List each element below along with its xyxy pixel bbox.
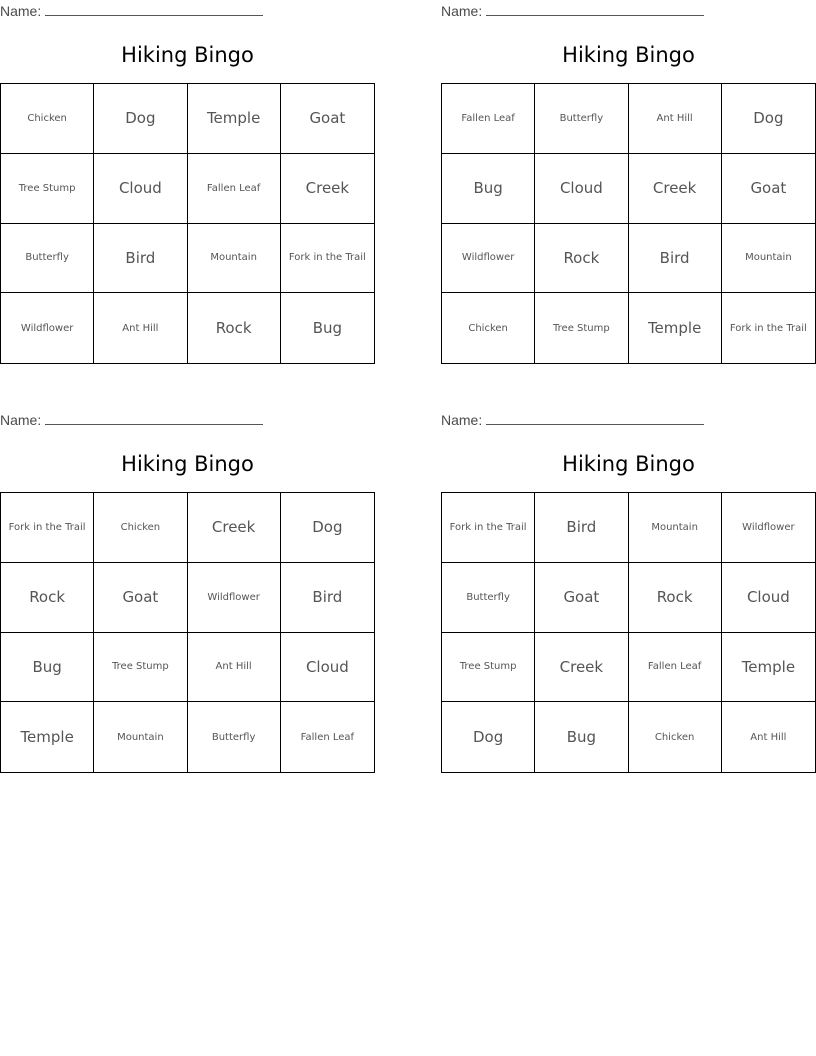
bingo-cell: Goat: [281, 84, 374, 154]
bingo-cell: Butterfly: [442, 563, 535, 633]
bingo-cell: Bug: [442, 154, 535, 224]
bingo-cell: Butterfly: [1, 224, 94, 294]
bingo-cell: Fork in the Trail: [442, 493, 535, 563]
bingo-grid: [0, 83, 375, 364]
bingo-cell: Butterfly: [188, 702, 281, 772]
name-line: [0, 2, 263, 20]
bingo-grid: [441, 83, 816, 364]
bingo-cell: Mountain: [188, 224, 281, 294]
bingo-cell: Dog: [281, 493, 374, 563]
bingo-cell: Dog: [442, 702, 535, 772]
bingo-cell: Creek: [535, 633, 628, 703]
bingo-cell: Chicken: [442, 293, 535, 363]
bingo-cell: Temple: [722, 633, 815, 703]
bingo-cell: Ant Hill: [188, 633, 281, 703]
bingo-cell: Fallen Leaf: [629, 633, 722, 703]
name-blank: [45, 2, 263, 16]
bingo-cell: Fallen Leaf: [442, 84, 535, 154]
bingo-cell: Rock: [1, 563, 94, 633]
bingo-cell: Tree Stump: [442, 633, 535, 703]
bingo-card: [441, 409, 816, 773]
bingo-cell: Wildflower: [722, 493, 815, 563]
bingo-card: [0, 409, 375, 773]
name-blank: [486, 411, 704, 425]
bingo-cell: Bug: [312, 319, 343, 338]
bingo-cell: Chicken: [629, 702, 722, 772]
bingo-cell: Wildflower: [188, 563, 281, 633]
bingo-grid: [441, 492, 816, 773]
bingo-cell: Fork in the Trail: [1, 493, 94, 563]
bingo-cell: Bird: [535, 493, 628, 563]
name-blank: [45, 411, 263, 425]
bingo-cell: Bird: [629, 224, 722, 294]
card-title: Hiking Bingo: [562, 43, 695, 67]
bingo-cell: Ant Hill: [750, 731, 787, 743]
bingo-cell: Temple: [1, 702, 94, 772]
bingo-cell: Rock: [535, 224, 628, 294]
bingo-cell: Cloud: [535, 154, 628, 224]
bingo-cell: Mountain: [722, 224, 815, 294]
bingo-cell: Ant Hill: [94, 293, 187, 363]
bingo-cell: Goat: [535, 563, 628, 633]
name-line: [0, 411, 263, 429]
name-blank: [486, 2, 704, 16]
bingo-cell: Fork in the Trail: [281, 224, 374, 294]
bingo-cell: Fallen Leaf: [300, 731, 355, 743]
bingo-cell: Creek: [188, 493, 281, 563]
bingo-cell: Bird: [94, 224, 187, 294]
bingo-cell: Butterfly: [535, 84, 628, 154]
name-label: Name:: [441, 3, 483, 19]
bingo-cell: Cloud: [722, 563, 815, 633]
bingo-cell: Cloud: [281, 633, 374, 703]
bingo-cell: Ant Hill: [629, 84, 722, 154]
name-line: [441, 2, 704, 20]
bingo-cell: Wildflower: [442, 224, 535, 294]
card-title: Hiking Bingo: [562, 452, 695, 476]
bingo-grid: [0, 492, 375, 773]
bingo-cell: Tree Stump: [1, 154, 94, 224]
bingo-card: [441, 0, 816, 364]
name-label: Name:: [0, 412, 42, 428]
bingo-cell: Dog: [722, 84, 815, 154]
bingo-cell: Chicken: [1, 84, 94, 154]
bingo-cell: Mountain: [94, 702, 187, 772]
bingo-cell: Temple: [188, 84, 281, 154]
bingo-cell: Tree Stump: [535, 293, 628, 363]
bingo-cell: Wildflower: [1, 293, 94, 363]
bingo-cell: Chicken: [94, 493, 187, 563]
bingo-card: [0, 0, 375, 364]
bingo-cell: Goat: [722, 154, 815, 224]
card-title: Hiking Bingo: [121, 43, 254, 67]
bingo-cell: Dog: [94, 84, 187, 154]
bingo-cell: Goat: [94, 563, 187, 633]
bingo-cell: Tree Stump: [94, 633, 187, 703]
name-label: Name:: [441, 412, 483, 428]
name-label: Name:: [0, 3, 42, 19]
bingo-cell: Fallen Leaf: [188, 154, 281, 224]
bingo-cell: Rock: [188, 293, 281, 363]
bingo-cell: Cloud: [94, 154, 187, 224]
bingo-cell: Fork in the Trail: [729, 322, 807, 334]
bingo-cell: Creek: [281, 154, 374, 224]
card-title: Hiking Bingo: [121, 452, 254, 476]
bingo-cell: Bird: [281, 563, 374, 633]
bingo-cell: Rock: [629, 563, 722, 633]
bingo-cell: Bug: [1, 633, 94, 703]
bingo-cell: Creek: [629, 154, 722, 224]
bingo-cell: Mountain: [629, 493, 722, 563]
name-line: [441, 411, 704, 429]
bingo-cell: Temple: [629, 293, 722, 363]
bingo-cell: Bug: [535, 702, 628, 772]
